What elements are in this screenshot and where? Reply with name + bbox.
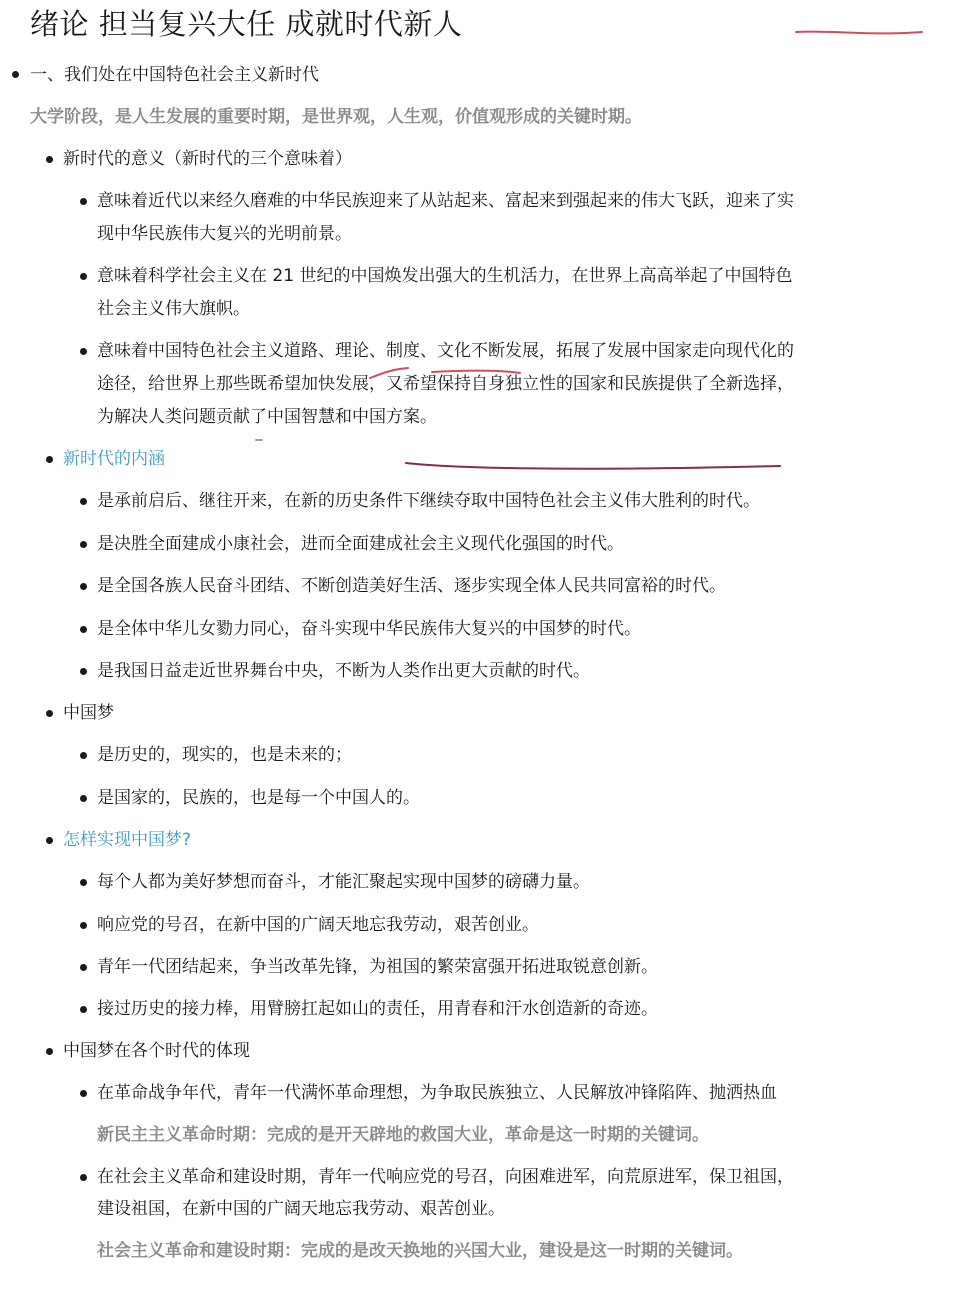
bullet bbox=[12, 71, 19, 78]
bullet bbox=[80, 668, 87, 675]
list-item-continuation: 途径，给世界上那些既希望加快发展，又希望保持自身独立性的国家和民族提供了全新选择， bbox=[97, 374, 794, 394]
bullet bbox=[46, 710, 53, 717]
list-item: 意味着近代以来经久磨难的中华民族迎来了从站起来、富起来到强起来的伟大飞跃，迎来了实 bbox=[97, 191, 794, 211]
list-item: 是全国各族人民奋斗团结、不断创造美好生活、逐步实现全体人民共同富裕的时代。 bbox=[97, 576, 726, 596]
list-item-continuation: 建设祖国，在新中国的广阔天地忘我劳动、艰苦创业。 bbox=[97, 1199, 505, 1219]
section-note: 大学阶段，是人生发展的重要时期，是世界观，人生观，价值观形成的关键时期。 bbox=[30, 107, 642, 127]
list-item: 每个人都为美好梦想而奋斗，才能汇聚起实现中国梦的磅礴力量。 bbox=[97, 872, 590, 892]
howto-heading: 怎样实现中国梦? bbox=[63, 830, 192, 850]
list-item: 是决胜全面建成小康社会，进而全面建成社会主义现代化强国的时代。 bbox=[97, 534, 624, 554]
bullet bbox=[80, 498, 87, 505]
bullet bbox=[80, 1090, 87, 1097]
meaning-heading: 新时代的意义（新时代的三个意味着） bbox=[63, 149, 352, 169]
list-item: 青年一代团结起来，争当改革先锋，为祖国的繁荣富强开拓进取锐意创新。 bbox=[97, 957, 658, 977]
list-item: 响应党的号召，在新中国的广阔天地忘我劳动，艰苦创业。 bbox=[97, 915, 539, 935]
bullet bbox=[80, 752, 87, 759]
bullet bbox=[80, 922, 87, 929]
list-item: 是我国日益走近世界舞台中央，不断为人类作出更大贡献的时代。 bbox=[97, 661, 590, 681]
bullet bbox=[46, 456, 53, 463]
bullet bbox=[80, 1006, 87, 1013]
page-title: 绪论 担当复兴大任 成就时代新人 bbox=[30, 7, 463, 41]
section-heading: 一、我们处在中国特色社会主义新时代 bbox=[30, 65, 319, 85]
list-item: 是历史的，现实的，也是未来的； bbox=[97, 745, 352, 765]
era-note: 新民主主义革命时期：完成的是开天辟地的救国大业，革命是这一时期的关键词。 bbox=[97, 1125, 709, 1145]
bullet bbox=[46, 837, 53, 844]
bullet bbox=[80, 626, 87, 633]
bullet bbox=[80, 583, 87, 590]
list-item-continuation: 社会主义伟大旗帜。 bbox=[97, 299, 250, 319]
list-item: 意味着中国特色社会主义道路、理论、制度、文化不断发展，拓展了发展中国家走向现代化的 bbox=[97, 341, 794, 361]
bullet bbox=[80, 541, 87, 548]
bullet bbox=[80, 964, 87, 971]
era-note: 社会主义革命和建设时期：完成的是改天换地的兴国大业，建设是这一时期的关键词。 bbox=[97, 1241, 743, 1261]
bullet bbox=[80, 1174, 87, 1181]
list-item: 意味着科学社会主义在 21 世纪的中国焕发出强大的生机活力，在世界上高高举起了中国特色 bbox=[97, 266, 793, 286]
ink-underline bbox=[406, 463, 780, 469]
list-item-continuation: 现中华民族伟大复兴的光明前景。 bbox=[97, 224, 352, 244]
connotation-heading: 新时代的内涵 bbox=[63, 449, 165, 469]
bullet bbox=[80, 348, 87, 355]
dream-heading: 中国梦 bbox=[63, 703, 114, 723]
ink-underline bbox=[796, 32, 922, 34]
list-item: 是承前启后、继往开来，在新的历史条件下继续夺取中国特色社会主义伟大胜利的时代。 bbox=[97, 491, 760, 511]
list-item-continuation: 为解决人类问题贡献了中国智慧和中国方案。 bbox=[97, 407, 437, 427]
list-item: 是国家的，民族的，也是每一个中国人的。 bbox=[97, 788, 420, 808]
list-item: 在社会主义革命和建设时期，青年一代响应党的号召，向困难进军，向荒原进军，保卫祖国， bbox=[97, 1167, 794, 1187]
bullet bbox=[46, 156, 53, 163]
bullet bbox=[80, 198, 87, 205]
bullet bbox=[80, 273, 87, 280]
list-item: 是全体中华儿女勠力同心，奋斗实现中华民族伟大复兴的中国梦的时代。 bbox=[97, 619, 641, 639]
bullet bbox=[46, 1048, 53, 1055]
list-item: 接过历史的接力棒，用臂膀扛起如山的责任，用青春和汗水创造新的奇迹。 bbox=[97, 999, 658, 1019]
list-item: 在革命战争年代，青年一代满怀革命理想，为争取民族独立、人民解放冲锋陷阵、抛洒热血 bbox=[97, 1083, 777, 1103]
bullet bbox=[80, 879, 87, 886]
bullet bbox=[80, 795, 87, 802]
eras-heading: 中国梦在各个时代的体现 bbox=[63, 1041, 250, 1061]
